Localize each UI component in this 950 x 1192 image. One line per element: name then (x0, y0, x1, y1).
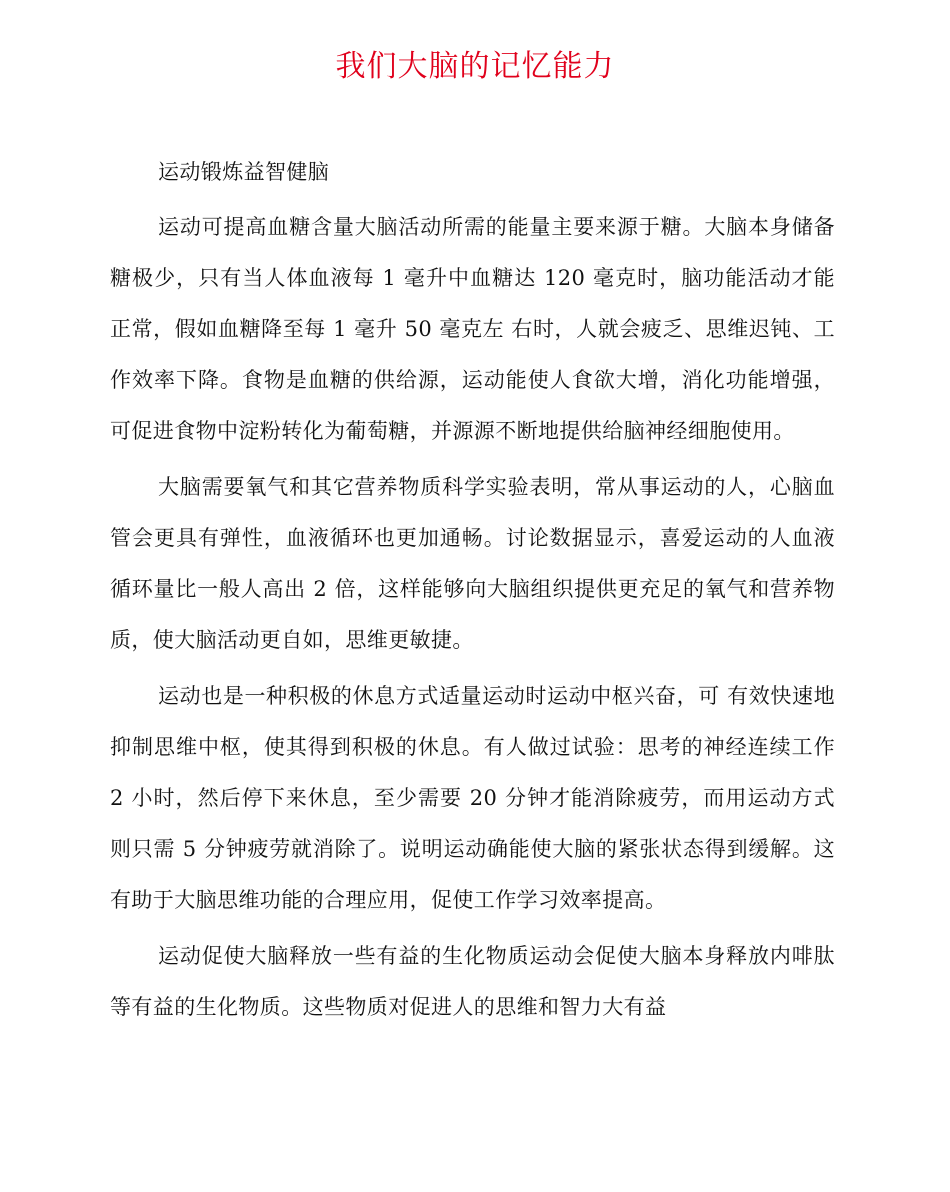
paragraph-biochemical: 运动促使大脑释放一些有益的生化物质运动会促使大脑本身释放内啡肽等有益的生化物质。这些物质对促进人的思维和智力大有益 (110, 944, 835, 1019)
section-subheading: 运动锻炼益智健脑 (158, 160, 330, 184)
paragraph-blood-sugar: 运动可提高血糖含量大脑活动所需的能量主要来源于糖。大脑本身储备糖极少，只有当人体血液每 1 毫升中血糖达 120 毫克时，脑功能活动才能正常，假如血糖降至每 1 毫升 50 毫克左 右时，人就会疲乏、思维迟钝、工作效率下降。食物是血糖的供给源，运动能使人食欲大增，消化功能增强，可促进食物中淀粉转化为葡萄糖，并源源不断地提供给脑神经细胞使用。 (110, 215, 835, 443)
paragraph-rest: 运动也是一种积极的休息方式适量运动时运动中枢兴奋，可 有效快速地抑制思维中枢，使其得到积极的休息。有人做过试验：思考的神经连续工作 2 小时，然后停下来休息，至少需要 20 分钟才能消除疲劳，而用运动方式则只需 5 分钟疲劳就消除了。说明运动确能使大脑的紧张状态得到缓解。这有助于大脑思维功能的合理应用，促使工作学习效率提高。 (110, 684, 835, 912)
document-title: 我们大脑的记忆能力 (335, 49, 615, 84)
paragraph-oxygen: 大脑需要氧气和其它营养物质科学实验表明，常从事运动的人，心脑血管会更具有弹性，血液循环也更加通畅。讨论数据显示，喜爱运动的人血液循环量比一般人高出 2 倍，这样能够向大脑组织提供更充足的氧气和营养物质，使大脑活动更自如，思维更敏捷。 (110, 475, 835, 652)
document-body (110, 147, 835, 1038)
